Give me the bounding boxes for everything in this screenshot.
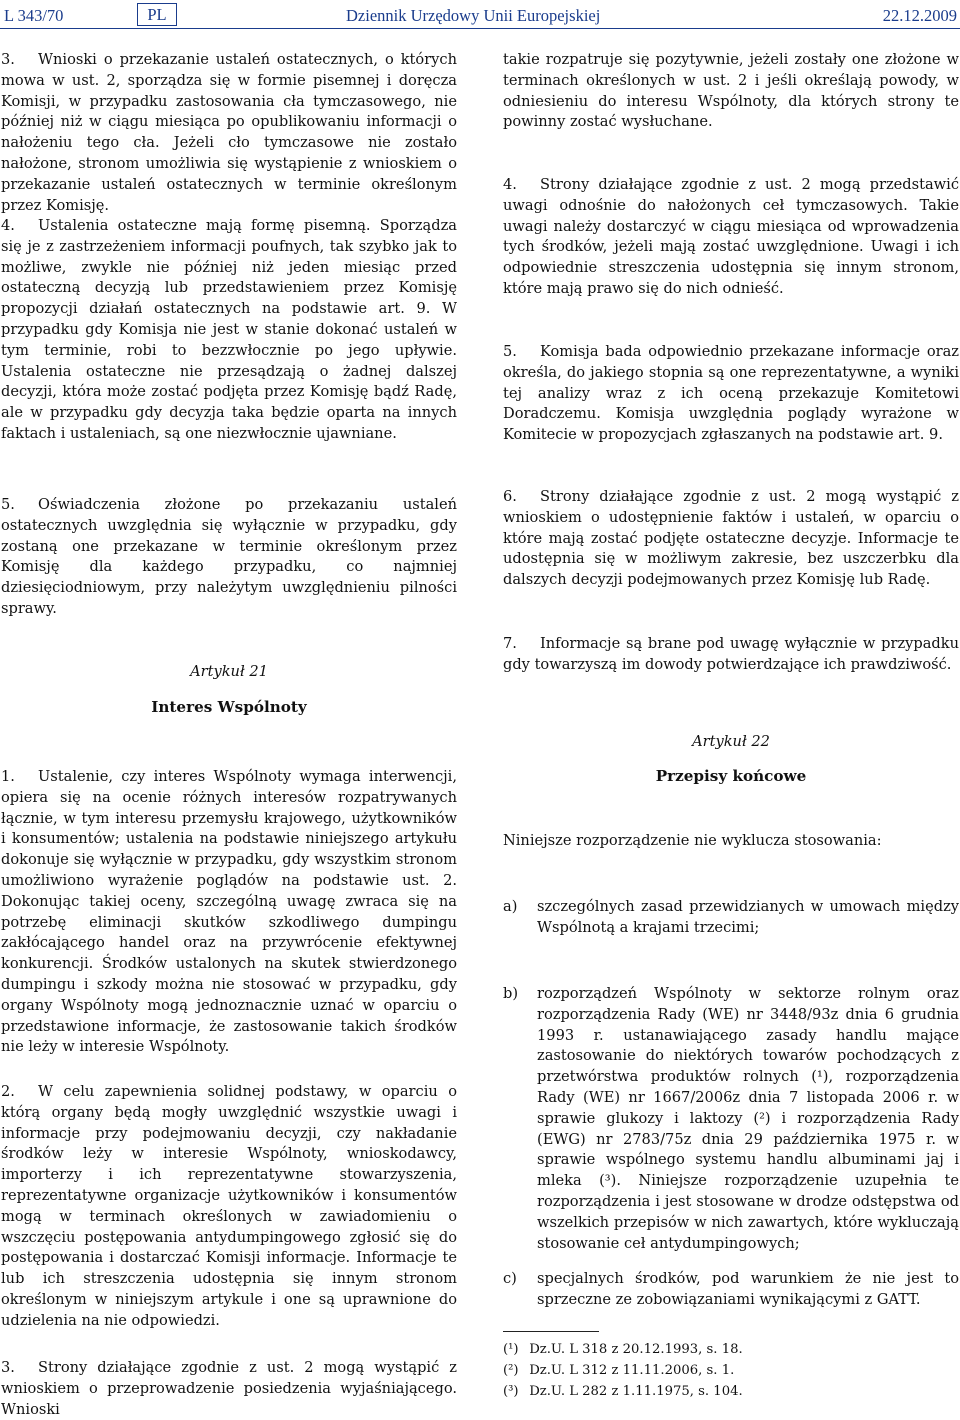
article-22-number: Artykuł 22: [692, 733, 770, 750]
continuation-block: [503, 50, 959, 133]
article-21-point-3: 3. Strony działające zgodnie z ust. 2 mogą wystąpić z wnioskiem o przeprowadzenie posiedzenia wyjaśniającego. Wnioski: [1, 1359, 457, 1418]
article-21-point-7-block: [503, 634, 959, 676]
list-item: b) rozporządzeń Wspólnoty w sektorze rolnym oraz rozporządzenia Rady (WE) nr 3448/93z dnia 6 grudnia 1993 r. ustanawiającego zasady handlu mające zastosowanie do niektórych towarów pochodzących z przetwórstwa produktów rolnych (¹), rozporządzenia Rady (WE) nr 1667/2006z dnia 7 listopada 2006 r. w sprawie glukozy i laktozy (²) i rozporządzenia Rady (EWG) nr 2783/75z dnia 29 października 1975 r. w sprawie wspólnego systemu handlu albuminami jaj i mleka (³). Niniejsze rozporządzenie uzupełnia te rozporządzenia i jest stosowane w drodze odstępstwa od wszelkich przepisów w nich zawartych, które wykluczają stosowanie ceł antydumpingowych;: [503, 985, 959, 1252]
article-21-point-5: 5. Komisja bada odpowiednio przekazane informacje oraz określa, do jakiego stopnia są one reprezentatywne, a wyniki tej analizy wraz z ich oceną przekazuje Komitetowi Doradczemu. Komisja uwzględnia poglądy wyrażone w Komitecie w propozycjach zgłaszanych na podstawie art. 9.: [503, 343, 959, 444]
article-21-point-5-block: [503, 342, 959, 446]
paragraph-4-block: [1, 216, 457, 445]
article-21-point-1-block: [1, 767, 457, 1058]
footnote: (³) Dz.U. L 282 z 1.11.1975, s. 104.: [503, 1384, 743, 1399]
article-21-point-7: 7. Informacje są brane pod uwagę wyłącznie w przypadku gdy towarzyszą im dowody potwierdzające ich prawdziwość.: [503, 635, 959, 673]
journal-title: Dziennik Urzędowy Unii Europejskiej: [346, 6, 601, 25]
article-21-point-6: 6. Strony działające zgodnie z ust. 2 mogą wystąpić z wnioskiem o udostępnienie faktów i ustaleń, w oparciu o które mają zostać podjęte ostateczne decyzje. Informacje te udostępnia się w możliwym zakresie, bez uszczerbku dla dalszych decyzji podejmowanych przez Komisję lub Radę.: [503, 488, 959, 589]
article-22-heading: [503, 732, 959, 787]
language-badge: PL: [137, 3, 177, 26]
footnote: (²) Dz.U. L 312 z 11.11.2006, s. 1.: [503, 1363, 735, 1378]
article-21-point-1: 1. Ustalenie, czy interes Wspólnoty wymaga interwencji, opiera się na ocenie różnych interesów rozpatrywanych łącznie, w tym interesu przemysłu krajowego, użytkowników i konsumentów; ustalenia na podstawie niniejszego artykułu dokonuje się wyłącznie w przypadku, gdy wszystkim stronom umożliwiono wyrażenie poglądów na podstawie ust. 2. Dokonując takiej oceny, szczególną uwagę zwraca się na potrzebę eliminacji skutków szkodliwego dumpingu zakłócającego handel oraz na przywrócenie efektywnej konkurencji. Środków ustalonych na skutek stwierdzonego dumpingu i szkody można nie stosować w przypadku, gdy organy Wspólnoty mogą jednoznacznie uznać w oparciu o przedstawione informacje, że zastosowanie takich środków nie leży w interesie Wspólnoty.: [1, 768, 457, 1056]
continuation-paragraph: takie rozpatruje się pozytywnie, jeżeli zostały one złożone w terminach określonych w ust. 2 i jeśli określają powody, w odniesieniu do interesu Wspólnoty, dla których strony te powinny zostać wysłuchane.: [503, 51, 959, 131]
article-21-point-3-block: [1, 1358, 457, 1420]
left-column: [1, 50, 457, 216]
footnote: (¹) Dz.U. L 318 z 20.12.1993, s. 18.: [503, 1342, 743, 1357]
header-rule: [0, 28, 960, 29]
article-22-item-b-block: [503, 984, 959, 1254]
paragraph-4: 4. Ustalenia ostateczne mają formę pisemną. Sporządza się je z zastrzeżeniem informacji poufnych, tak szybko jak to możliwe, zwykle nie później niż jeden miesiąc przed ostateczną decyzją lub przedstawieniem przez Komisję propozycji działań ostatecznych na podstawie art. 9. W przypadku gdy Komisja nie jest w stanie dokonać ustaleń w tym terminie, robi to bezzwłocznie po jego upływie. Ustalenia ostateczne nie przesądzają o żadnej dalszej decyzji, która może zostać podjęta przez Komisję bądź Radę, ale w przypadku gdy decyzja taka będzie oparta na innych faktach i ustaleniach, są one niezwłocznie ujawniane.: [1, 217, 457, 442]
article-22-title: Przepisy końcowe: [655, 766, 807, 785]
article-22-item-a-block: [503, 897, 959, 939]
page-reference: L 343/70: [4, 6, 64, 25]
publication-date: 22.12.2009: [882, 6, 957, 25]
article-21-point-6-block: [503, 487, 959, 591]
paragraph-5-block: [1, 495, 457, 620]
article-21-point-2-block: [1, 1082, 457, 1332]
article-21-title: Interes Wspólnoty: [151, 697, 307, 716]
article-22-item-c-block: [503, 1269, 959, 1311]
article-22-intro-block: [503, 831, 959, 852]
paragraph-3: 3. Wnioski o przekazanie ustaleń ostatecznych, o których mowa w ust. 2, sporządza się w formie pisemnej i doręcza Komisji, w przypadku zastosowania cła tymczasowego, nie później niż w ciągu miesiąca po opublikowaniu informacji o nałożeniu tego cła. Jeżeli cło tymczasowe nie zostało nałożone, stronom umożliwia się wystąpienie z wnioskiem o przekazanie ustaleń ostatecznych w terminie określonym przez Komisję.: [1, 51, 457, 214]
article-21-point-4-block: [503, 175, 959, 300]
article-21-heading: [1, 662, 457, 718]
article-21-number: Artykuł 21: [190, 663, 268, 680]
paragraph-5: 5. Oświadczenia złożone po przekazaniu ustaleń ostatecznych uwzględnia się wyłącznie w przypadku, gdy zostaną one przekazane w terminie określonym przez Komisję dla każdego przypadku, co najmniej dziesięciodniowym, przy należytym uwzględnieniu pilności sprawy.: [1, 496, 457, 617]
article-22-intro: Niniejsze rozporządzenie nie wyklucza stosowania:: [503, 832, 882, 849]
article-21-point-4: 4. Strony działające zgodnie z ust. 2 mogą przedstawić uwagi odnośnie do nałożonych ceł tymczasowych. Takie uwagi należy dostarczyć w ciągu miesiąca od wprowadzenia tych środków, jeżeli mają zostać uwzględnione. Uwagi i ich odpowiednie streszczenia udostępnia się innym stronom, które mają prawo się do nich odnieść.: [503, 176, 959, 297]
page-header: [0, 0, 960, 30]
footnote-separator: [503, 1331, 599, 1332]
list-item: c) specjalnych środków, pod warunkiem że nie jest to sprzeczne ze zobowiązaniami wynikającymi z GATT.: [503, 1270, 959, 1308]
article-21-point-2: 2. W celu zapewnienia solidnej podstawy, w oparciu o którą organy będą mogły uwzględnić wszystkie uwagi i informacje przy podejmowaniu decyzji, czy nakładanie środków leży w interesie Wspólnoty, wnioskodawcy, importerzy i ich reprezentatywne stowarzyszenia, reprezentatywne organizacje użytkowników i konsumentów mogą w terminach określonych w zawiadomieniu o wszczęciu postępowania antydumpingowego zgłosić się do postępowania i dostarczać Komisji informacje. Informacje te lub ich streszczenia udostępnia się innym stronom określonym w niniejszym artykule i one są uprawnione do udzielenia na nie odpowiedzi.: [1, 1083, 457, 1329]
footnotes: [503, 1339, 959, 1402]
list-item: a) szczególnych zasad przewidzianych w umowach między Wspólnotą a krajami trzecimi;: [503, 898, 959, 936]
